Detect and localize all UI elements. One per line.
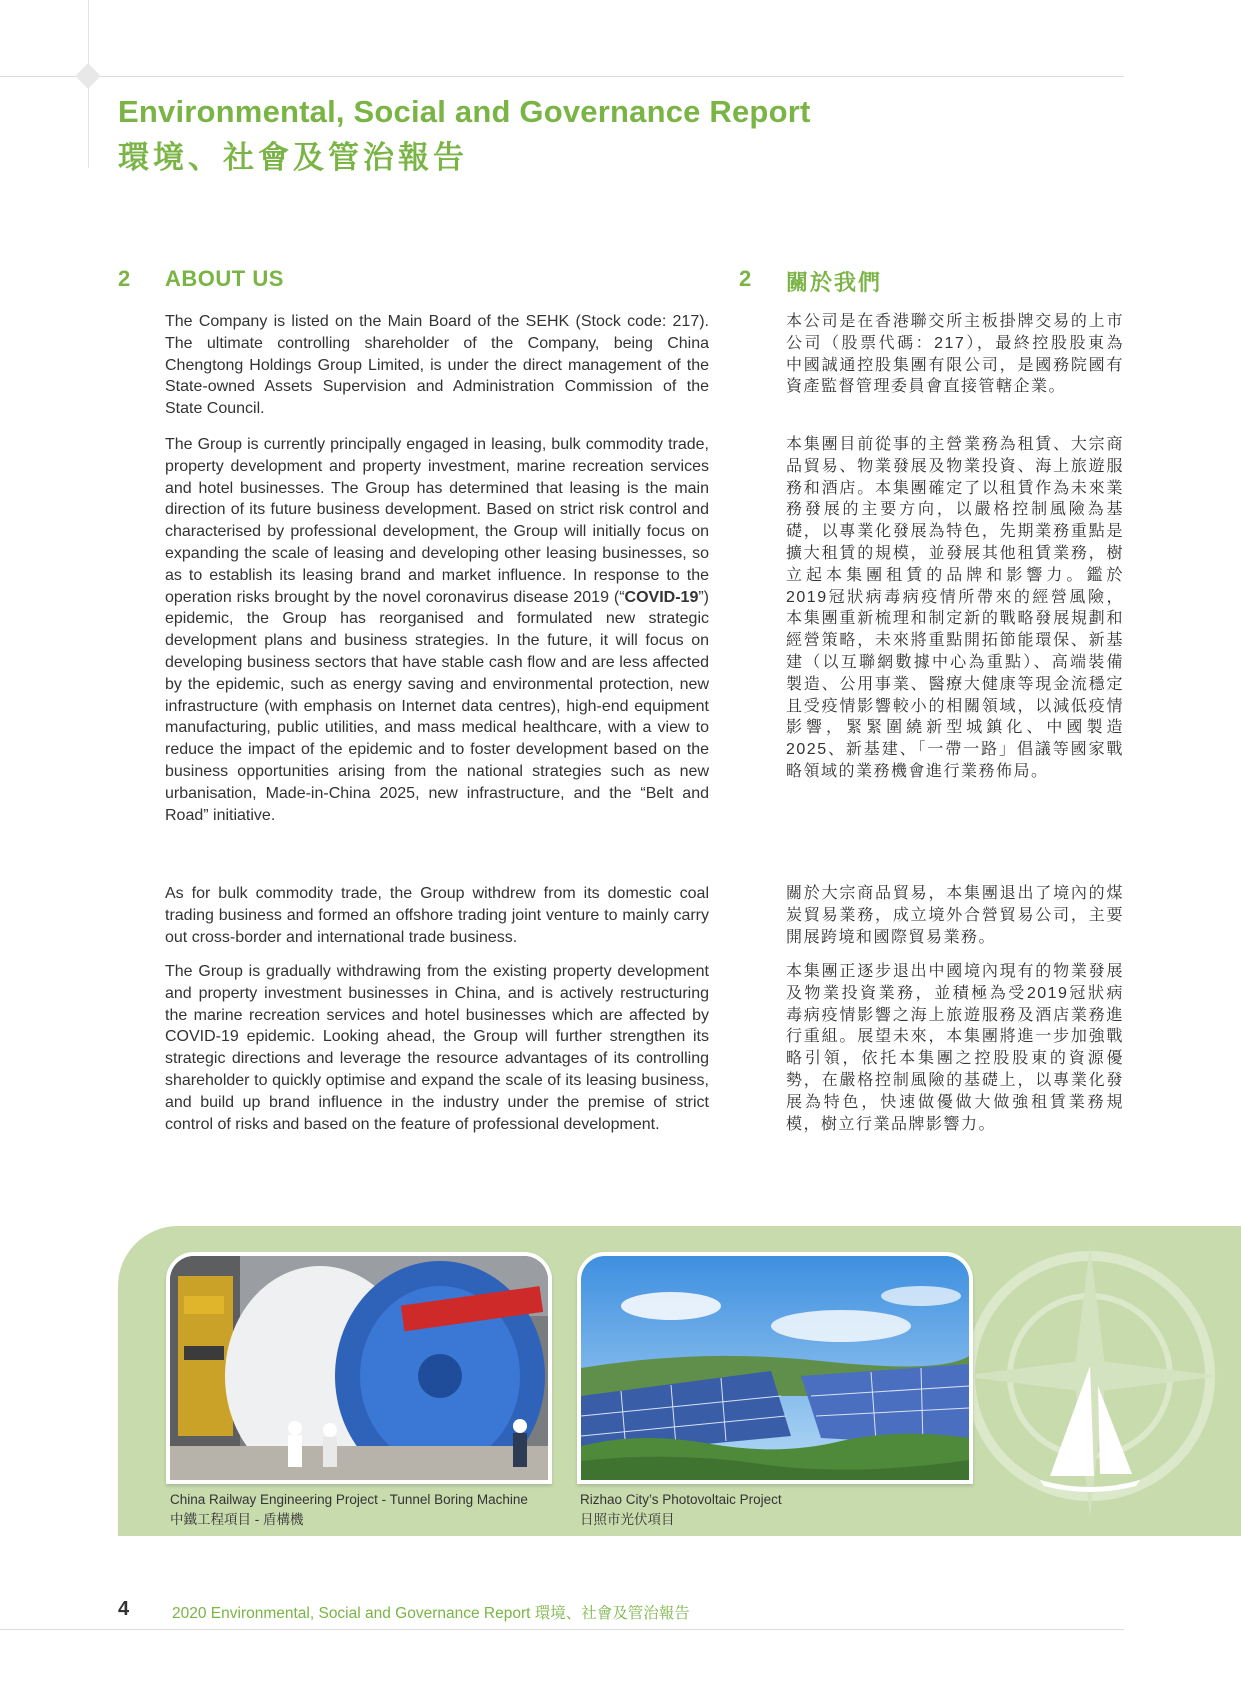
paragraph-zh-2: 本集團目前從事的主營業務為租賃、大宗商品貿易、物業發展及物業投資、海上旅遊服務和酒店。本集團確定了以租賃作為未來業務發展的主要方向，以嚴格控制風險為基礎，以專業化發展為特色，先期業務重點是擴大租賃的規模，並發展其他租賃業務，樹立起本集團租賃的品牌和影響力。鑑於2019冠狀病毒病疫情所帶來的經營風險，本集團重新梳理和制定新的戰略發展規劃和經營策略，未來將重點開拓節能環保、新基建（以互聯網數據中心為重點）、高端裝備製造、公用事業、醫療大健康等現金流穩定且受疫情影響較小的相關領域，以減低疫情影響，緊緊圍繞新型城鎮化、中國製造2025、新基建、「一帶一路」倡議等國家戰略領域的業務機會進行業務佈局。 <box>786 436 1124 780</box>
paragraph-en-2-part-a: The Group is currently principally engaged in leasing, bulk commodity trade, property development and property investment, marine recreation services and hotel businesses. The Group has determined that leasing is the main direction of its future business development. Based on strict risk control and characterised by professional development, the Group will initially focus on expanding the scale of leasing and developing other leasing businesses, so as to establish its leasing brand and market influence. In response to the operation risks brought by the novel coronavirus disease 2019 (“ <box>165 436 709 606</box>
paragraph-zh-1: 本公司是在香港聯交所主板掛牌交易的上市公司（股票代碼：217），最終控股股東為中國誠通控股集團有限公司，是國務院國有資產監督管理委員會直接管轄企業。 <box>786 313 1124 396</box>
caption-zh: 中鐵工程項目 - 盾構機 <box>170 1512 304 1527</box>
photovoltaic-project-photo <box>577 1252 973 1484</box>
paragraph-en-4: The Group is gradually withdrawing from the existing property development and property investment businesses in China, and is actively restructuring the marine recreation services and hotel businesses which are affected by COVID-19 epidemic. Looking ahead, the Group will further strengthen its strategic directions and leverage the resource advantages of its controlling shareholder to quickly optimise and expand the scale of its leasing business, and build up brand influence in the industry under the premise of strict control of risks and based on the feature of professional development. <box>165 963 709 1133</box>
compass-watermark-icon <box>940 1226 1241 1536</box>
paragraph-en-3: As for bulk commodity trade, the Group withdrew from its domestic coal trading business and formed an offshore trading joint venture to mainly carry out cross-border and international trade business. <box>165 885 709 946</box>
diamond-ornament-icon <box>75 63 100 88</box>
caption-photovoltaic <box>580 1490 782 1530</box>
paragraph-en-2 <box>165 434 709 826</box>
footer-report-title: 2020 Environmental, Social and Governance Report 環境、社會及管治報告 <box>172 1605 690 1622</box>
paragraph-zh-3: 關於大宗商品貿易，本集團退出了境內的煤炭貿易業務，成立境外合營貿易公司，主要開展跨境和國際貿易業務。 <box>786 885 1124 946</box>
header-divider <box>0 76 1124 77</box>
covid-term: COVID-19 <box>624 588 699 606</box>
tunnel-boring-machine-photo <box>166 1252 552 1484</box>
paragraph-en-1: The Company is listed on the Main Board of the SEHK (Stock code: 217). The ultimate controlling shareholder of the Company, being China Chengtong Holdings Group Limited, is under the direct management of the State-owned Assets Supervision and Administration Commission of the State Council. <box>165 313 709 418</box>
caption-zh: 日照市光伏項目 <box>580 1512 675 1527</box>
footer-divider <box>0 1629 1124 1630</box>
paragraph-zh-4: 本集團正逐步退出中國境內現有的物業發展及物業投資業務，並積極為受2019冠狀病毒病疫情影響之海上旅遊服務及酒店業務進行重組。展望未來，本集團將進一步加強戰略引領，依托本集團之控股股東的資源優勢，在嚴格控制風險的基礎上，以專業化發展為特色，快速做優做大做強租賃業務規模，樹立行業品牌影響力。 <box>786 963 1124 1133</box>
section-number-zh: 2 <box>739 266 752 291</box>
section-title-zh: 關於我們 <box>786 270 883 295</box>
section-title-en: ABOUT US <box>165 266 284 291</box>
caption-en: China Railway Engineering Project - Tunnel Boring Machine <box>170 1492 528 1507</box>
section-number-en: 2 <box>118 266 131 291</box>
caption-en: Rizhao City’s Photovoltaic Project <box>580 1492 782 1507</box>
caption-tunnel-boring-machine <box>170 1490 528 1530</box>
report-title-en: Environmental, Social and Governance Report <box>118 94 811 129</box>
report-title-zh: 環境、社會及管治報告 <box>118 140 468 175</box>
paragraph-en-2-part-b: ”) epidemic, the Group has reorganised and formulated new strategic development plans and business strategies. In the future, it will focus on developing business sectors that have stable cash flow and are less affected by the epidemic, such as energy saving and environmental protection, new infrastructure (with emphasis on Internet data centres), high-end equipment manufacturing, public utilities, and mass medical healthcare, with a view to reduce the impact of the epidemic and to foster development based on the business opportunities arising from the national strategies such as new urbanisation, Made-in-China 2025, new infrastructure, and the “Belt and Road” initiative. <box>165 588 709 824</box>
page-number: 4 <box>118 1598 130 1620</box>
